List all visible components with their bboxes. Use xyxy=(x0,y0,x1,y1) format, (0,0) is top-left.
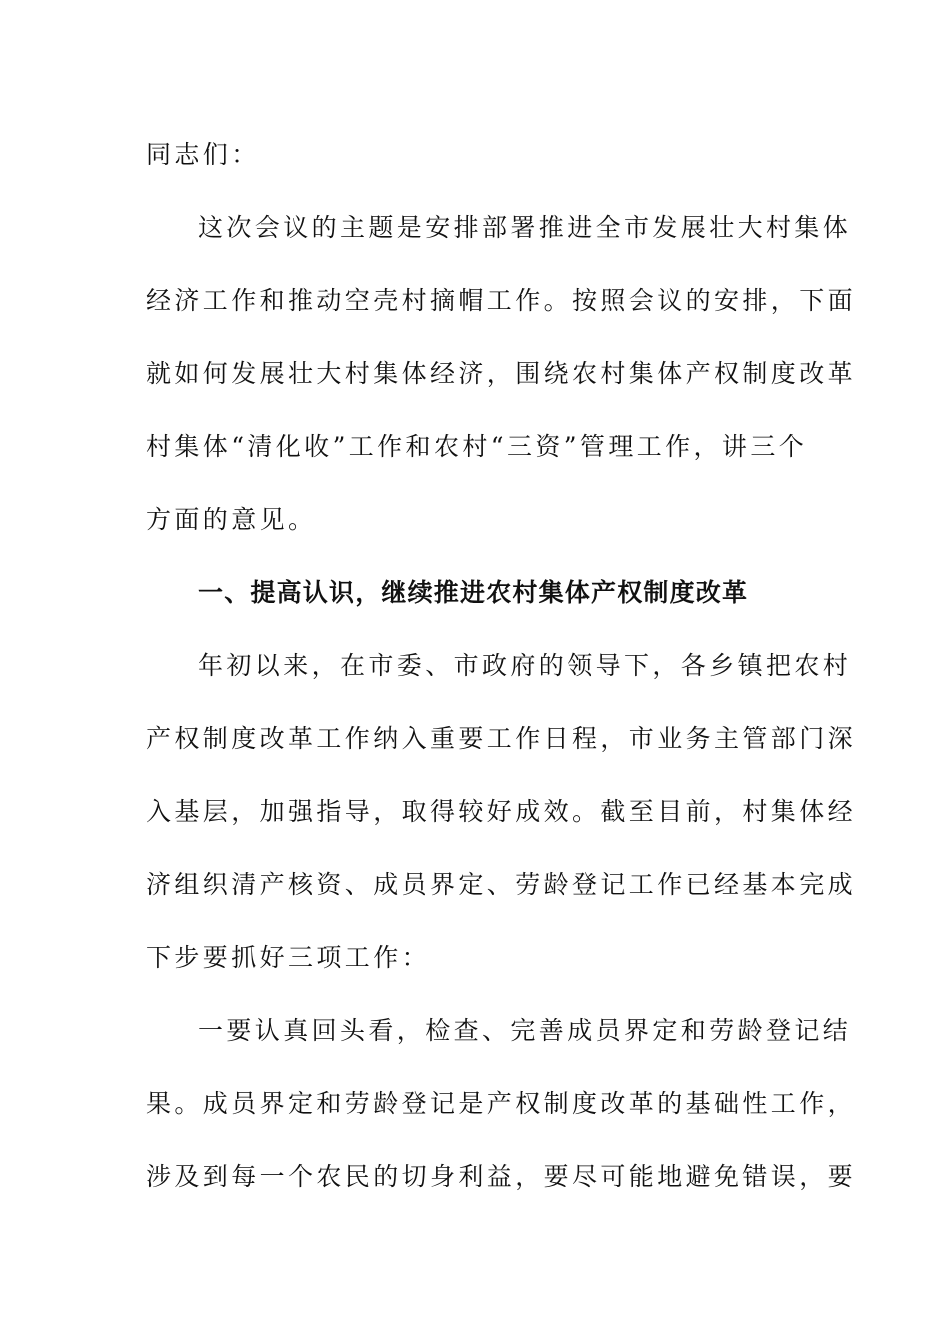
paragraph-2-line-1: 年初以来，在市委、市政府的领导下，各乡镇把农村 xyxy=(198,651,852,680)
paragraph-2-line-2: 产权制度改革工作纳入重要工作日程，市业务主管部门深 xyxy=(146,724,857,753)
paragraph-1-line-3: 就如何发展壮大村集体经济，围绕农村集体产权制度改革 xyxy=(146,359,857,388)
paragraph-1-line-5: 方面的意见。 xyxy=(146,505,317,534)
paragraph-1-line-1: 这次会议的主题是安排部署推进全市发展壮大村集体 xyxy=(198,213,852,242)
paragraph-1-line-2: 经济工作和推动空壳村摘帽工作。按照会议的安排，下面 xyxy=(146,286,857,315)
section-heading-1: 一、提高认识，继续推进农村集体产权制度改革 xyxy=(198,578,749,607)
document-body xyxy=(146,125,857,1220)
paragraph-2-line-4: 济组织清产核资、成员界定、劳龄登记工作已经基本完成 xyxy=(146,870,857,899)
paragraph-3-line-3: 涉及到每一个农民的切身利益，要尽可能地避免错误，要 xyxy=(146,1162,857,1191)
paragraph-1-line-4: 村集体“清化收”工作和农村“三资”管理工作，讲三个 xyxy=(146,432,808,461)
paragraph-3-line-2: 果。成员界定和劳龄登记是产权制度改革的基础性工作， xyxy=(146,1089,857,1118)
paragraph-2-line-5: 下步要抓好三项工作： xyxy=(146,943,431,972)
paragraph-3-line-1: 一要认真回头看，检查、完善成员界定和劳龄登记结 xyxy=(198,1016,852,1045)
greeting-line: 同志们： xyxy=(146,140,260,169)
paragraph-2-line-3: 入基层，加强指导，取得较好成效。截至目前，村集体经 xyxy=(146,797,857,826)
